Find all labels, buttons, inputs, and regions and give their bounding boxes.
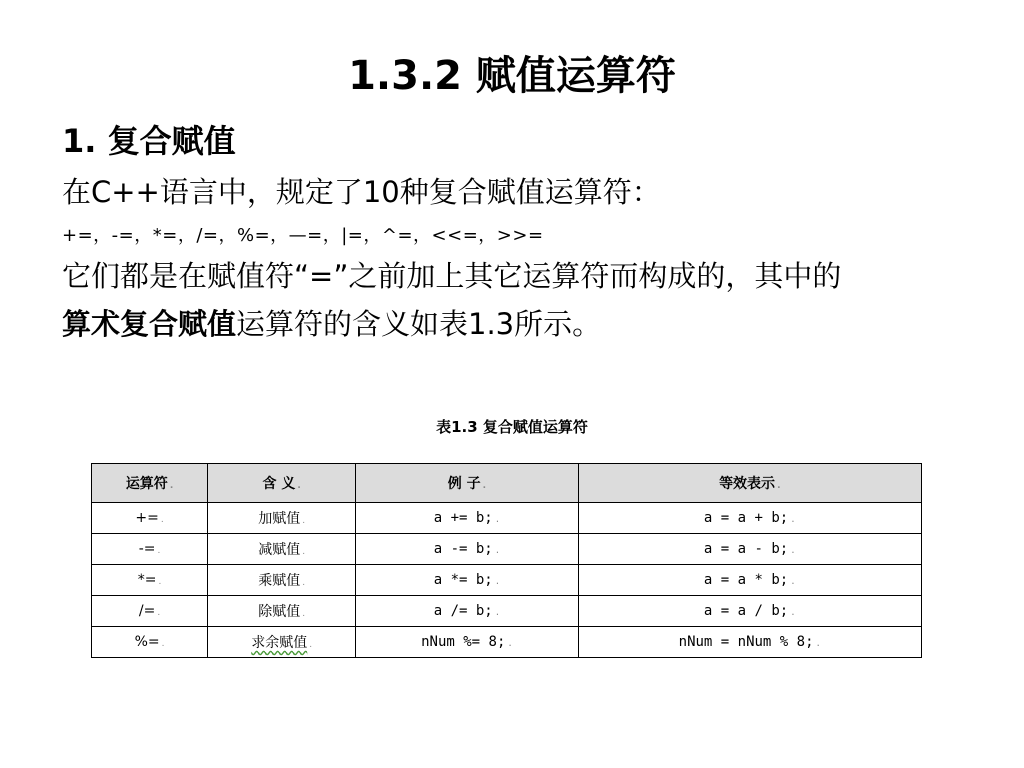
cell-meaning: 求余赋值 . bbox=[208, 627, 356, 658]
header-meaning: 含 义 . bbox=[208, 464, 356, 503]
intro-text: 在C++语言中，规定了10种复合赋值运算符： bbox=[62, 175, 661, 209]
header-example: 例 子 . bbox=[356, 464, 578, 503]
cell-operator: /= . bbox=[92, 596, 208, 627]
section-heading: 1. 复合赋值 bbox=[62, 122, 236, 160]
cell-meaning: 加赋值 . bbox=[208, 503, 356, 534]
cell-example: a *= b; . bbox=[356, 565, 578, 596]
cell-equivalent: nNum = nNum % 8; . bbox=[578, 627, 921, 658]
table-row bbox=[92, 565, 922, 596]
emphasis-text: 算术复合赋值 bbox=[62, 307, 237, 341]
cell-equivalent: a = a * b; . bbox=[578, 565, 921, 596]
slide-title: 1.3.2 赋值运算符 bbox=[348, 53, 676, 99]
description-text: 它们都是在赋值符“=”之前加上其它运算符而构成的，其中的 bbox=[62, 259, 842, 293]
cell-equivalent: a = a + b; . bbox=[578, 503, 921, 534]
table-caption: 表1.3 复合赋值运算符 bbox=[436, 418, 588, 436]
table-row bbox=[92, 534, 922, 565]
table-reference-rest: 运算符的含义如表1.3所示。 bbox=[236, 307, 602, 341]
cell-equivalent: a = a / b; . bbox=[578, 596, 921, 627]
operators-list: +=，-=，*=，/=，%=，—=，|=，^=，<<=，>>= bbox=[62, 225, 544, 246]
cell-operator: *= . bbox=[92, 565, 208, 596]
cell-equivalent: a = a - b; . bbox=[578, 534, 921, 565]
table-row bbox=[92, 503, 922, 534]
cell-meaning: 减赋值 . bbox=[208, 534, 356, 565]
cell-example: a += b; . bbox=[356, 503, 578, 534]
table-row bbox=[92, 596, 922, 627]
cell-operator: %= . bbox=[92, 627, 208, 658]
cell-operator: -= . bbox=[92, 534, 208, 565]
cell-example: a /= b; . bbox=[356, 596, 578, 627]
header-operator: 运算符 . bbox=[92, 464, 208, 503]
operators-table bbox=[91, 463, 922, 658]
table-row bbox=[92, 627, 922, 658]
cell-example: a -= b; . bbox=[356, 534, 578, 565]
header-equivalent: 等效表示 . bbox=[578, 464, 921, 503]
cell-example: nNum %= 8; . bbox=[356, 627, 578, 658]
cell-meaning: 除赋值 . bbox=[208, 596, 356, 627]
table-header-row bbox=[92, 464, 922, 503]
table-reference-text bbox=[62, 302, 962, 346]
slide-body bbox=[62, 116, 962, 346]
cell-meaning: 乘赋值 . bbox=[208, 565, 356, 596]
cell-operator: += . bbox=[92, 503, 208, 534]
